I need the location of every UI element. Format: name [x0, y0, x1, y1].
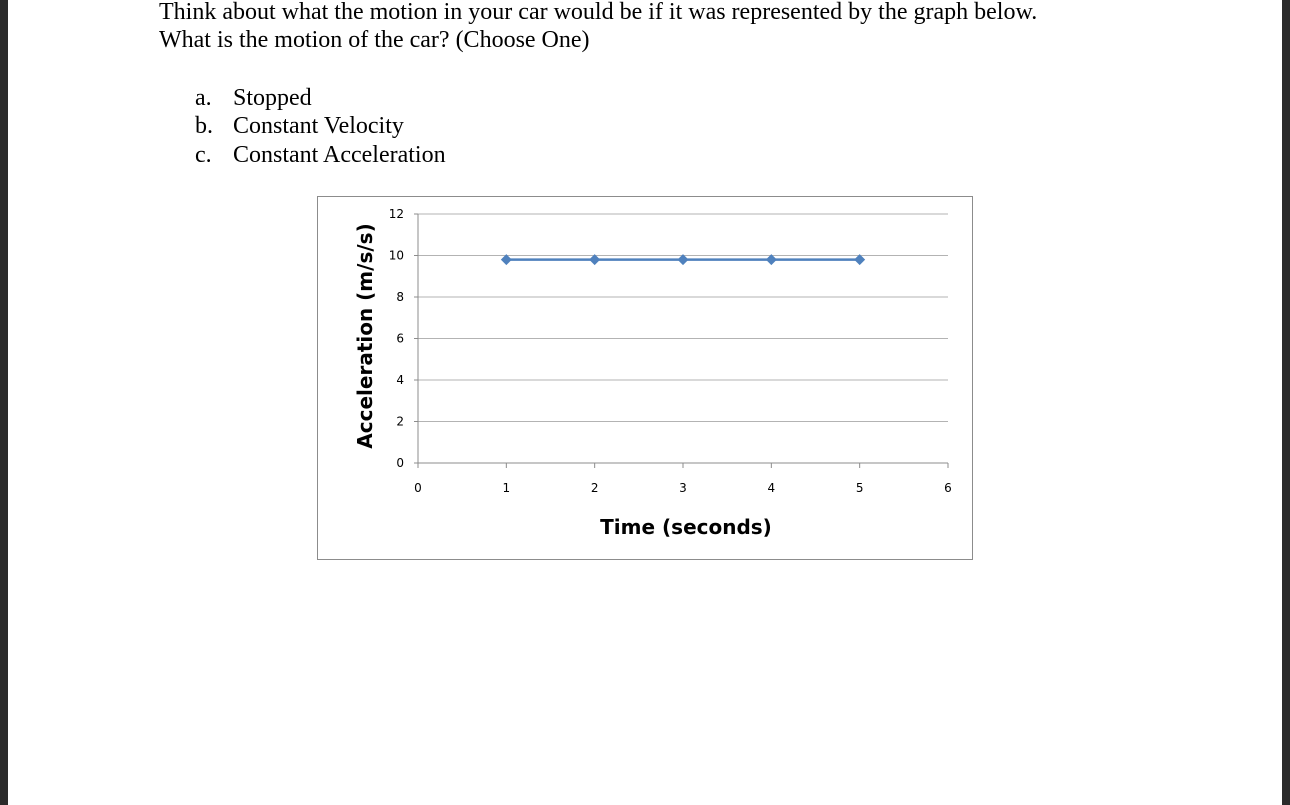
x-axis-title: Time (seconds): [600, 515, 772, 539]
x-tick-label: 5: [855, 481, 864, 495]
chart-tick-labels: [389, 207, 952, 495]
chart-axes: [414, 214, 948, 468]
y-tick-label: 4: [396, 373, 404, 387]
x-tick-label: 4: [767, 481, 776, 495]
question-line-2: What is the motion of the car? (Choose One): [159, 27, 590, 53]
option-b-text: Constant Velocity: [233, 113, 404, 139]
y-tick-label: 10: [388, 248, 404, 263]
question-line-1: Think about what the motion in your car would be if it was represented by the graph below.: [159, 0, 1038, 25]
option-a-letter: a.: [195, 85, 212, 111]
x-tick-label: 3: [679, 481, 687, 495]
x-tick-label: 0: [414, 481, 422, 495]
y-tick-label: 2: [396, 414, 404, 429]
y-axis-title: Acceleration (m/s/s): [353, 223, 377, 449]
x-tick-label: 2: [590, 481, 599, 495]
x-tick-label: 1: [502, 481, 511, 495]
chart-frame: [317, 196, 973, 560]
document-page: [8, 0, 1282, 805]
y-tick-label: 8: [396, 290, 404, 304]
chart-gridlines: [418, 214, 948, 422]
y-tick-label: 0: [396, 456, 404, 470]
y-tick-label: 12: [388, 207, 404, 221]
option-b-letter: b.: [195, 113, 213, 139]
x-tick-label: 6: [944, 481, 952, 495]
y-tick-label: 6: [396, 331, 404, 346]
option-c-text: Constant Acceleration: [233, 142, 446, 168]
acceleration-time-chart: [318, 197, 972, 559]
option-a-text: Stopped: [233, 85, 312, 111]
option-c-letter: c.: [195, 142, 212, 168]
